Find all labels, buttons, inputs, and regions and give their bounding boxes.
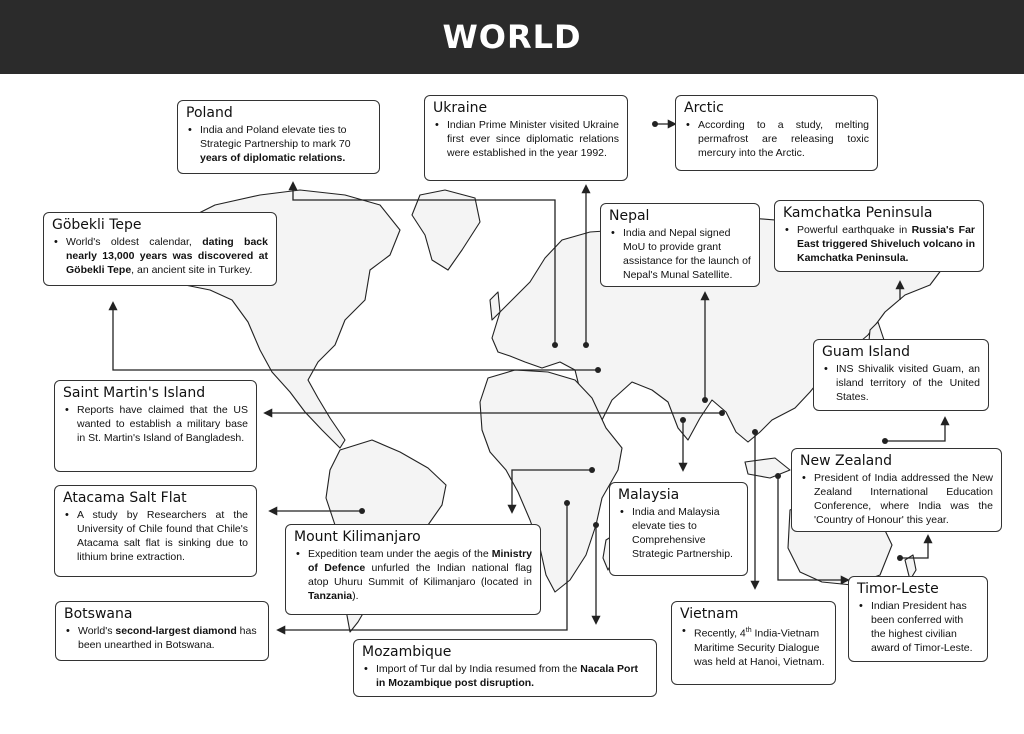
kamchatka-title: Kamchatka Peninsula xyxy=(783,205,933,221)
botswana-title: Botswana xyxy=(64,606,133,622)
new-zealand-title: New Zealand xyxy=(800,453,892,469)
gobekli-tepe-text: • World's oldest calendar, dating back nearly 13,000 years was discovered at Göbekli Tepe, an ancient site in Turkey. xyxy=(52,235,268,277)
timor-leste-title: Timor-Leste xyxy=(857,581,939,597)
vietnam-box xyxy=(671,601,836,685)
kamchatka-box xyxy=(774,200,984,272)
timor-leste-box xyxy=(848,576,988,662)
malaysia-text: • India and Malaysia elevate ties to Comprehensive Strategic Partnership. xyxy=(618,505,739,561)
poland-title: Poland xyxy=(186,105,233,121)
kamchatka-text: • Powerful earthquake in Russia's Far East triggered Shiveluch volcano in Kamchatka Peninsula. xyxy=(783,223,975,265)
ukraine-text: • Indian Prime Minister visited Ukraine first ever since diplomatic relations were established in the year 1992. xyxy=(433,118,619,160)
nepal-box xyxy=(600,203,760,287)
ukraine-title: Ukraine xyxy=(433,100,488,116)
poland-text: • India and Poland elevate ties to Strategic Partnership to mark 70 years of diplomatic relations. xyxy=(186,123,371,165)
nepal-text: • India and Nepal signed MoU to provide grant assistance for the launch of Nepal's Munal Satellite. xyxy=(609,226,751,282)
botswana-box xyxy=(55,601,269,661)
saint-martin-title: Saint Martin's Island xyxy=(63,385,206,401)
malaysia-title: Malaysia xyxy=(618,487,680,503)
arctic-title: Arctic xyxy=(684,100,724,116)
kilimanjaro-box xyxy=(285,524,541,615)
atacama-box xyxy=(54,485,257,577)
botswana-text: • World's second-largest diamond has been unearthed in Botswana. xyxy=(64,624,260,652)
page-title: WORLD xyxy=(442,18,582,56)
saint-martin-text: • Reports have claimed that the US wanted to establish a military base in St. Martin's Island of Bangladesh. xyxy=(63,403,248,445)
atacama-text: • A study by Researchers at the University of Chile found that Chile's Atacama salt flat is sinking due to lithium brine extraction. xyxy=(63,508,248,564)
nepal-title: Nepal xyxy=(609,208,650,224)
poland-box xyxy=(177,100,380,174)
mozambique-text: • Import of Tur dal by India resumed from the Nacala Port in Mozambique post disruption. xyxy=(362,662,648,690)
kilimanjaro-text: • Expedition team under the aegis of the Ministry of Defence unfurled the Indian national flag atop Uhuru Summit of Kilimanjaro (located in Tanzania). xyxy=(294,547,532,603)
atacama-title: Atacama Salt Flat xyxy=(63,490,187,506)
guam-island-box xyxy=(813,339,989,411)
vietnam-text: • Recently, 4th India-Vietnam Maritime Security Dialogue was held at Hanoi, Vietnam. xyxy=(680,624,827,669)
kilimanjaro-title: Mount Kilimanjaro xyxy=(294,529,421,545)
vietnam-title: Vietnam xyxy=(680,606,739,622)
gobekli-tepe-title: Göbekli Tepe xyxy=(52,217,142,233)
timor-leste-text: • Indian President has been conferred with the highest civilian award of Timor-Leste. xyxy=(857,599,979,655)
mozambique-box xyxy=(353,639,657,697)
arctic-box xyxy=(675,95,878,171)
new-zealand-text: • President of India addressed the New Zealand International Education Conference, where India was the 'Country of Honour' this year. xyxy=(800,471,993,527)
guam-island-text: • INS Shivalik visited Guam, an island territory of the United States. xyxy=(822,362,980,404)
saint-martin-box xyxy=(54,380,257,472)
new-zealand-box xyxy=(791,448,1002,532)
gobekli-tepe-box xyxy=(43,212,277,286)
greenland-shape xyxy=(412,190,480,270)
malaysia-box xyxy=(609,482,748,576)
guam-island-title: Guam Island xyxy=(822,344,911,360)
mozambique-title: Mozambique xyxy=(362,644,452,660)
arctic-text: • According to a study, melting permafrost are releasing toxic mercury into the Arctic. xyxy=(684,118,869,160)
ukraine-box xyxy=(424,95,628,181)
